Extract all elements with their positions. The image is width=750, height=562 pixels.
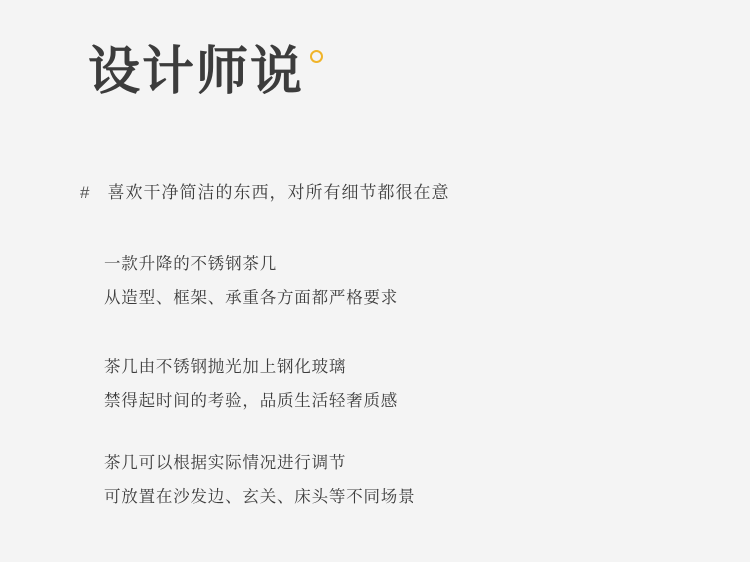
page-title: [88, 43, 323, 101]
headline-text: 喜欢干净简洁的东西，对所有细节都很在意: [107, 183, 450, 202]
hash-icon: #: [80, 183, 90, 202]
paragraph-block: [104, 350, 398, 418]
paragraph-line: 可放置在沙发边、玄关、床头等不同场景: [104, 488, 416, 506]
paragraph-line: 茶几由不锈钢抛光加上钢化玻璃: [104, 358, 347, 376]
paragraph-line: 禁得起时间的考验，品质生活轻奢质感: [104, 392, 399, 410]
page-title-text: 设计师说: [88, 43, 305, 101]
paragraph-line: 从造型、框架、承重各方面都严格要求: [104, 289, 399, 307]
paragraph-line: 一款升降的不锈钢茶几: [104, 255, 277, 273]
headline: [80, 178, 449, 203]
circle-outline-icon: [310, 50, 323, 63]
paragraph-block: [104, 446, 415, 514]
paragraph-block: [104, 247, 398, 315]
paragraph-line: 茶几可以根据实际情况进行调节: [104, 454, 347, 472]
